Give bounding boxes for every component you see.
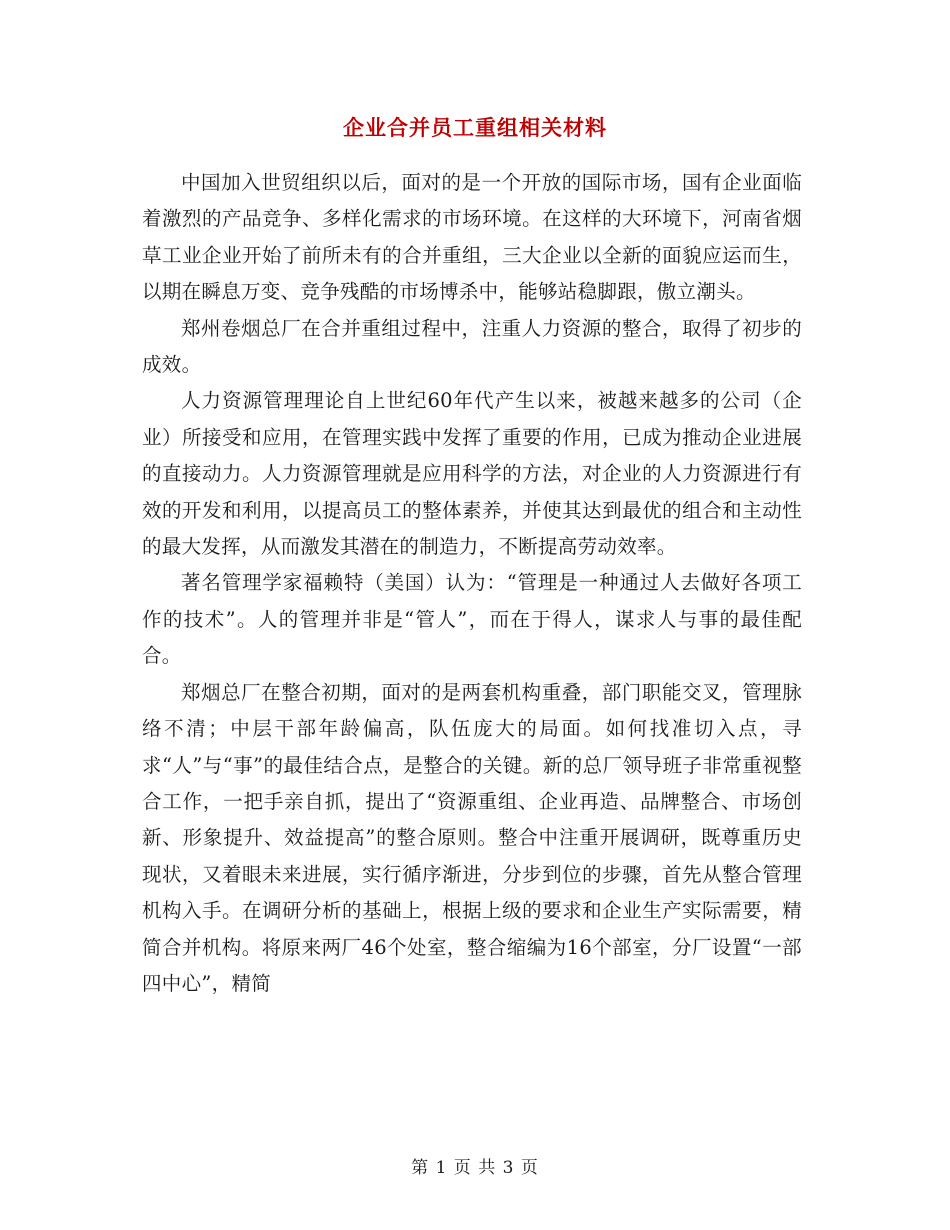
document-body bbox=[142, 165, 802, 1002]
paragraph-5: 郑烟总厂在整合初期，面对的是两套机构重叠，部门职能交叉，管理脉络不清；中层干部年龄偏高，队伍庞大的局面。如何找准切入点，寻求“人”与“事”的最佳结合点，是整合的关键。新的总厂领导班子非常重视整合工作，一把手亲自抓，提出了“资源重组、企业再造、品牌整合、市场创新、形象提升、效益提高”的整合原则。整合中注重开展调研，既尊重历史现状，又着眼未来进展，实行循序渐进，分步到位的步骤，首先从整合管理机构入手。在调研分析的基础上，根据上级的要求和企业生产实际需要，精简合并机构。将原来两厂46个处室，整合缩编为16个部室，分厂设置“一部四中心”，精简 bbox=[142, 680, 802, 995]
paragraph-2: 郑州卷烟总厂在合并重组过程中，注重人力资源的整合，取得了初步的成效。 bbox=[142, 316, 802, 377]
paragraph-4: 著名管理学家福赖特（美国）认为：“管理是一种通过人去做好各项工作的技术”。人的管理并非是“管人”，而在于得人，谋求人与事的最佳配合。 bbox=[142, 571, 802, 668]
paragraph-1: 中国加入世贸组织以后，面对的是一个开放的国际市场，国有企业面临着激烈的产品竞争、多样化需求的市场环境。在这样的大环境下，河南省烟草工业企业开始了前所未有的合并重组，三大企业以全新的面貌应运而生，以期在瞬息万变、竞争残酷的市场博杀中，能够站稳脚跟，傲立潮头。 bbox=[142, 171, 802, 304]
document-title: 企业合并员工重组相关材料 bbox=[343, 116, 607, 140]
paragraph-3: 人力资源管理理论自上世纪60年代产生以来，被越来越多的公司（企业）所接受和应用，在管理实践中发挥了重要的作用，已成为推动企业进展的直接动力。人力资源管理就是应用科学的方法，对企业的人力资源进行有效的开发和利用，以提高员工的整体素养，并使其达到最优的组合和主动性的最大发挥，从而激发其潜在的制造力，不断提高劳动效率。 bbox=[142, 389, 802, 559]
page-footer: 第 1 页 共 3 页 bbox=[411, 1158, 539, 1178]
